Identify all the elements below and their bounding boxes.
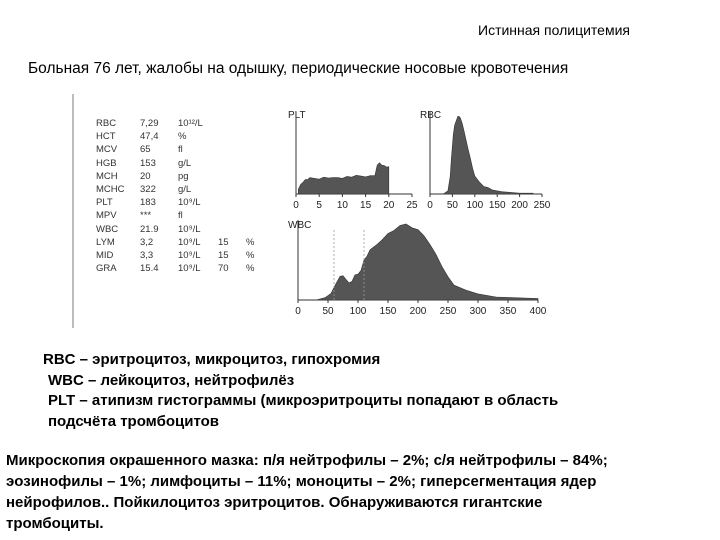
parameter-unit: 10⁹/L xyxy=(178,236,201,248)
rbc-tick-label: 150 xyxy=(488,200,506,211)
microscopy-line: тромбоциты. xyxy=(6,515,104,532)
parameter-value: 21.9 xyxy=(140,223,159,235)
parameter-unit: 10⁹/L xyxy=(178,249,201,261)
rbc-histogram-label: RBC xyxy=(420,110,442,121)
parameter-row xyxy=(96,250,306,263)
wbc-tick-label: 200 xyxy=(409,306,427,317)
parameter-unit: % xyxy=(178,131,187,143)
parameter-row xyxy=(96,184,306,197)
parameter-name: HCT xyxy=(96,131,116,143)
parameter-row xyxy=(96,171,306,184)
microscopy-line: Микроскопия окрашенного мазка: п/я нейтрофилы – 2%; с/я нейтрофилы – 84%; xyxy=(6,452,608,469)
parameter-value: 3,2 xyxy=(140,236,154,248)
parameter-name: LYM xyxy=(96,236,115,248)
rbc-tick-label: 100 xyxy=(466,200,484,211)
parameter-unit: pg xyxy=(178,170,189,182)
wbc-tick-label: 150 xyxy=(379,306,397,317)
parameter-value: 322 xyxy=(140,183,156,195)
plt-tick-label: 15 xyxy=(360,200,372,211)
parameter-unit: fl xyxy=(178,210,183,222)
parameter-name: HGB xyxy=(96,157,117,169)
parameter-value: 65 xyxy=(140,144,151,156)
parameter-name: MCH xyxy=(96,170,118,182)
parameter-value: *** xyxy=(140,210,152,222)
rbc-histogram xyxy=(418,94,551,214)
wbc-histogram xyxy=(284,208,552,326)
parameter-name: MPV xyxy=(96,210,117,222)
rbc-tick-label: 250 xyxy=(533,200,551,211)
parameter-unit: 10¹²/L xyxy=(178,118,203,129)
patient-description: Больная 76 лет, жалобы на одышку, периодические носовые кровотечения xyxy=(28,60,569,77)
wbc-tick-label: 400 xyxy=(529,306,547,317)
wbc-histogram-label: WBC xyxy=(288,220,312,231)
microscopy-findings xyxy=(6,450,718,534)
parameter-percent-unit: % xyxy=(246,263,255,275)
interpretation-rbc: RBC – эритроцитоз, микроцитоз, гипохромия xyxy=(43,351,381,368)
parameter-name: RBC xyxy=(96,118,117,129)
wbc-tick-label: 350 xyxy=(499,306,517,317)
parameter-name: WBC xyxy=(96,223,119,235)
wbc-tick-label: 300 xyxy=(469,306,487,317)
parameter-name: MCV xyxy=(96,144,118,156)
parameter-percent: 15 xyxy=(218,236,229,248)
wbc-tick-label: 100 xyxy=(349,306,367,317)
interpretation-plt: PLT – атипизм гистограммы (микроэритроциты попадают в область xyxy=(48,392,559,409)
parameter-unit: 10⁹/L xyxy=(178,197,201,209)
parameter-name: PLT xyxy=(96,197,113,209)
parameter-unit: 10⁹/L xyxy=(178,223,201,235)
plt-tick-label: 20 xyxy=(383,200,395,211)
parameter-row xyxy=(96,144,306,157)
parameter-percent: 70 xyxy=(218,263,229,275)
rbc-tick-label: 200 xyxy=(511,200,528,211)
parameter-value: 7,29 xyxy=(140,118,159,129)
parameter-unit: g/L xyxy=(178,183,192,195)
parameter-percent: 15 xyxy=(218,249,229,261)
parameter-table xyxy=(96,118,306,276)
microscopy-line: эозинофилы – 1%; лимфоциты – 11%; моноциты – 2%; гиперсегментация ядер xyxy=(6,473,597,490)
microscopy-line: нейрофилов.. Пойкилоцитоз эритроцитов. Обнаруживаются гигантские xyxy=(6,494,543,511)
parameter-value: 153 xyxy=(140,157,156,169)
parameter-row xyxy=(96,237,306,250)
parameter-unit: 10⁹/L xyxy=(178,263,201,275)
wbc-tick-label: 0 xyxy=(295,306,301,317)
parameter-row xyxy=(96,263,306,276)
parameter-value: 15.4 xyxy=(140,263,159,275)
parameter-row xyxy=(96,224,306,237)
parameter-value: 20 xyxy=(140,170,151,182)
parameter-percent-unit: % xyxy=(246,249,255,261)
plt-histogram xyxy=(284,94,424,214)
rbc-distribution-curve xyxy=(430,116,533,194)
wbc-tick-label: 250 xyxy=(439,306,457,317)
parameter-row xyxy=(96,131,306,144)
parameter-row xyxy=(96,118,306,131)
plt-distribution-curve xyxy=(298,163,389,194)
parameter-row xyxy=(96,210,306,223)
interpretation-plt-cont: подсчёта тромбоцитов xyxy=(48,412,219,430)
parameter-row xyxy=(96,158,306,171)
plt-histogram-label: PLT xyxy=(288,110,306,121)
page-title: Истинная полицитемия xyxy=(478,22,630,38)
rbc-tick-label: 50 xyxy=(446,200,458,211)
parameter-value: 3,3 xyxy=(140,249,154,261)
parameter-name: MID xyxy=(96,249,114,261)
analyzer-printout xyxy=(72,94,552,328)
parameter-row xyxy=(96,197,306,210)
parameter-name: GRA xyxy=(96,263,117,275)
interpretation xyxy=(43,350,558,432)
parameter-percent-unit: % xyxy=(246,236,255,248)
parameter-value: 183 xyxy=(140,197,156,209)
plt-tick-label: 5 xyxy=(316,200,322,211)
interpretation-wbc: WBC – лейкоцитоз, нейтрофилёз xyxy=(48,371,295,389)
parameter-value: 47,4 xyxy=(140,131,159,143)
rbc-tick-label: 0 xyxy=(427,200,433,211)
plt-tick-label: 10 xyxy=(336,200,348,211)
wbc-tick-label: 50 xyxy=(322,306,334,317)
parameter-unit: fl xyxy=(178,144,183,156)
plt-tick-label: 25 xyxy=(406,200,418,211)
plt-tick-label: 0 xyxy=(293,200,299,211)
parameter-unit: g/L xyxy=(178,157,192,169)
parameter-name: MCHC xyxy=(96,183,125,195)
